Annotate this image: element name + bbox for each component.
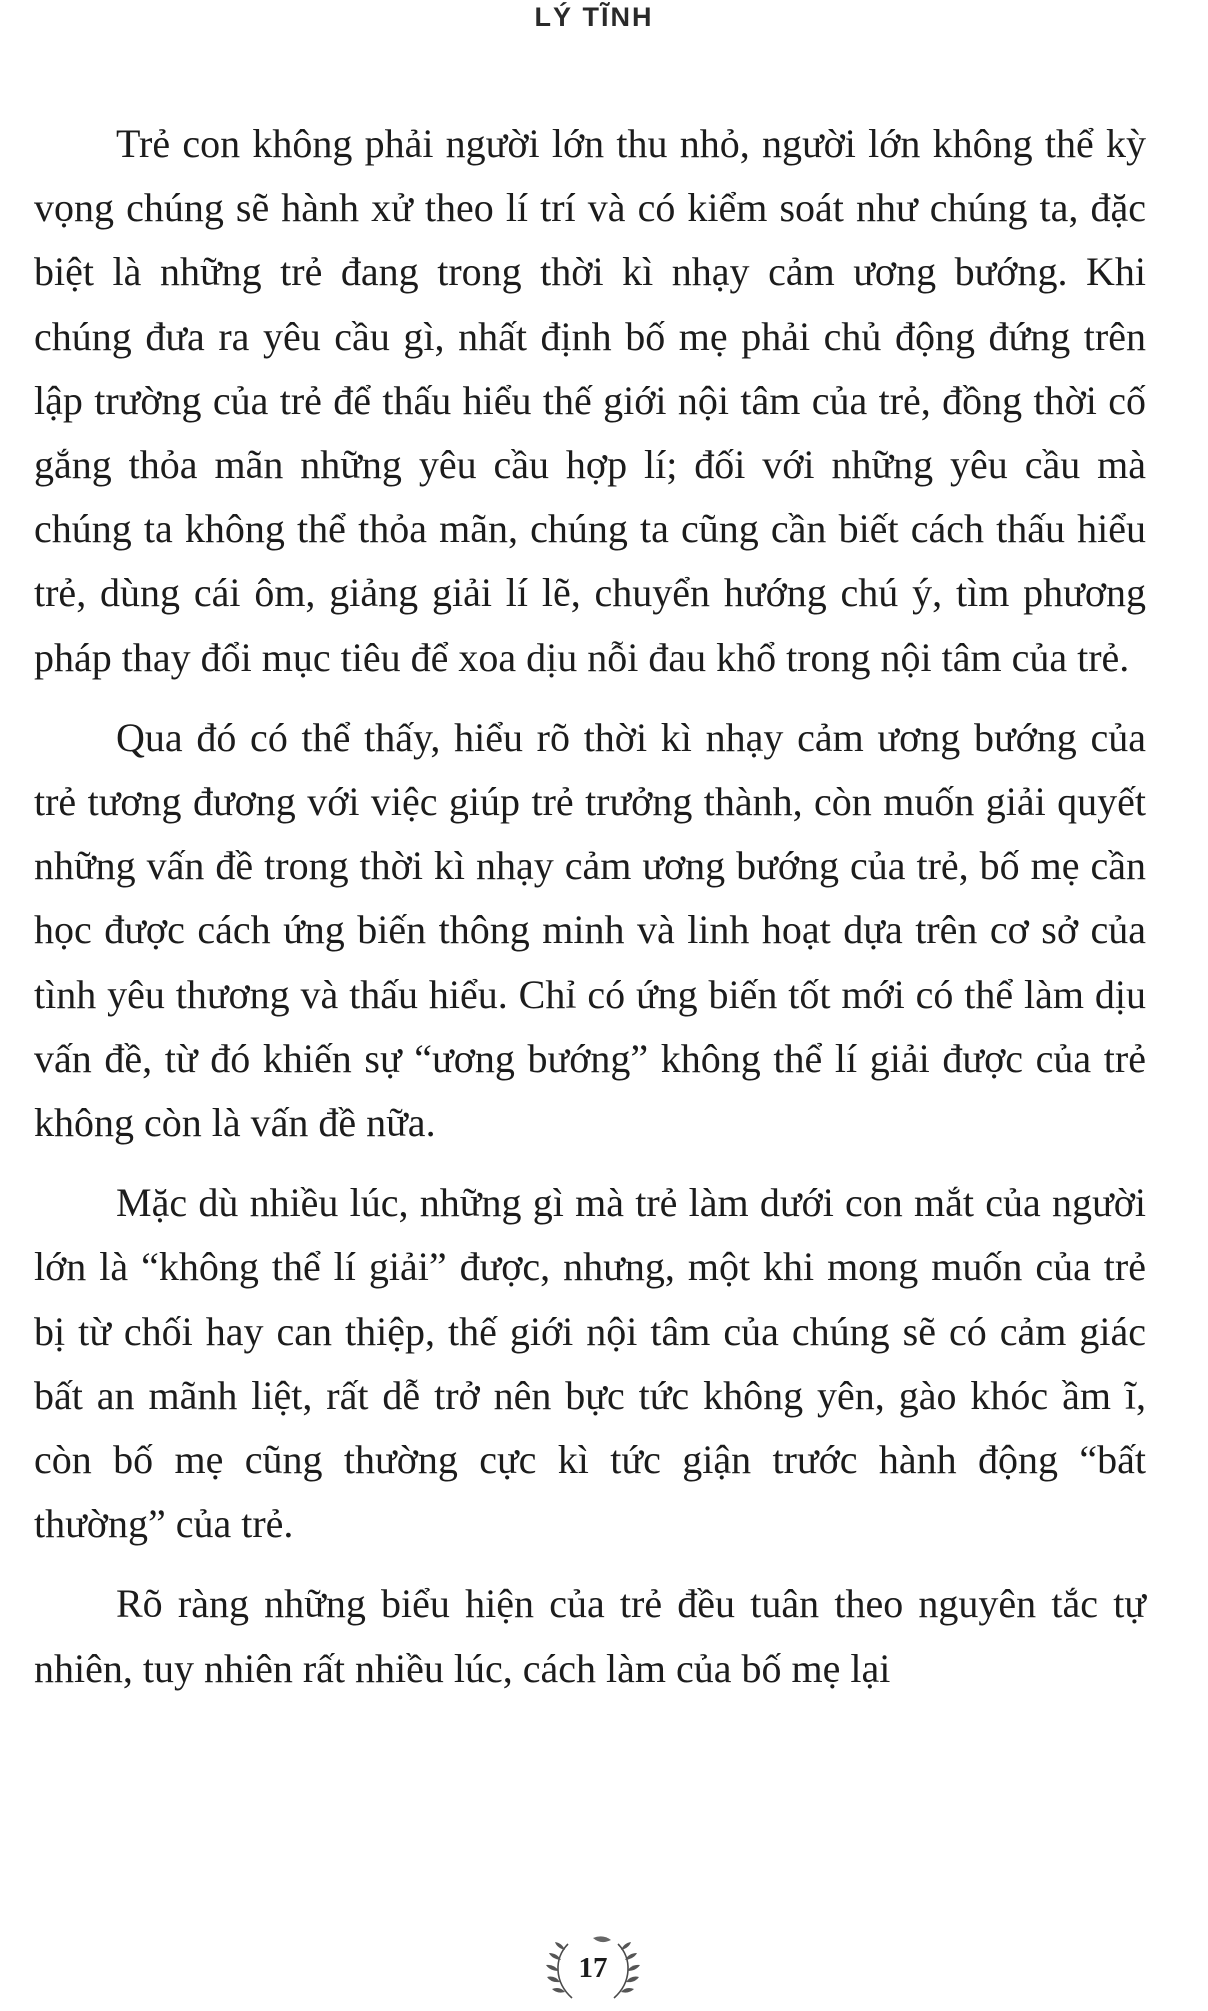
running-header: LÝ TĨNH [534,2,654,32]
paragraph-4: Rõ ràng những biểu hiện của trẻ đều tuân theo nguyên tắc tự nhiên, tuy nhiên rất nhiều lúc, cách làm của bố mẹ lại [34,1581,1146,1691]
paragraph-2: Qua đó có thể thấy, hiểu rõ thời kì nhạy cảm ương bướng của trẻ tương đương với việc giúp trẻ trưởng thành, còn muốn giải quyết những vấn đề trong thời kì nhạy cảm ương bướng của trẻ, bố mẹ cần học được cách ứng biến thông minh và linh hoạt dựa trên cơ sở của tình yêu thương và thấu hiểu. Chỉ có ứng biến tốt mới có thể làm dịu vấn đề, từ đó khiến sự “ương bướng” không thể lí giải được của trẻ không còn là vấn đề nữa. [34,714,1146,1146]
page-footer [538,1934,648,2006]
page-number: 17 [578,1952,608,1984]
paragraph-1: Trẻ con không phải người lớn thu nhỏ, người lớn không thể kỳ vọng chúng sẽ hành xử theo lí trí và có kiểm soát như chúng ta, đặc biệt là những trẻ đang trong thời kì nhạy cảm ương bướng. Khi chúng đưa ra yêu cầu gì, nhất định bố mẹ phải chủ động đứng trên lập trường của trẻ để thấu hiểu thế giới nội tâm của trẻ, đồng thời cố gắng thỏa mãn những yêu cầu hợp lí; đối với những yêu cầu mà chúng ta không thể thỏa mãn, chúng ta cũng cần biết cách thấu hiểu trẻ, dùng cái ôm, giảng giải lí lẽ, chuyển hướng chú ý, tìm phương pháp thay đổi mục tiêu để xoa dịu nỗi đau khổ trong nội tâm của trẻ. [34,121,1146,680]
paragraph-3: Mặc dù nhiều lúc, những gì mà trẻ làm dưới con mắt của người lớn là “không thể lí giải” được, nhưng, một khi mong muốn của trẻ bị từ chối hay can thiệp, thế giới nội tâm của chúng sẽ có cảm giác bất an mãnh liệt, rất dễ trở nên bực tức không yên, gào khóc ầm ĩ, còn bố mẹ cũng thường cực kì tức giận trước hành động “bất thường” của trẻ. [34,1180,1146,1547]
body-text [34,112,1146,1717]
